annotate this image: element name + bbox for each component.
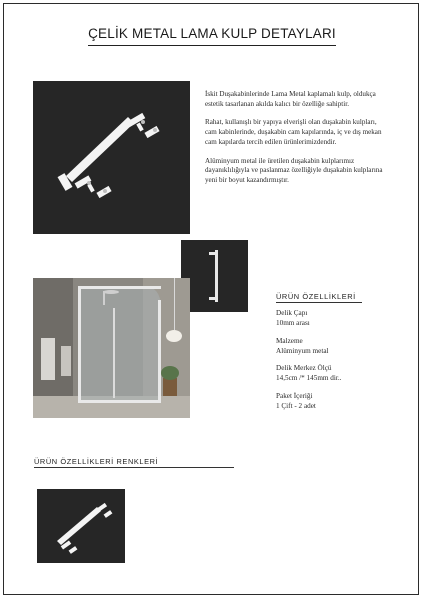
colors-underline (34, 467, 234, 468)
intro-paragraph-2: Rahat, kullanışlı bir yapıya elverişli olan duşakabin kulpları, cam kabinlerinde, duşakabin cam kapılarında, iç ve dış mekan cam kapılarda tercih edilen ürünlerimizdendir. (205, 118, 382, 146)
handle-side-illustration (181, 240, 248, 312)
color-white-swatch-image (37, 489, 125, 563)
spec-label: Delik Merkez Ölçü (276, 364, 332, 372)
spec-label: Paket İçeriği (276, 392, 313, 400)
spec-hole-center (276, 364, 341, 383)
spec-material (276, 337, 329, 356)
product-hero-image (33, 81, 190, 234)
spec-label: Delik Çapı (276, 309, 308, 317)
handle-white-illustration (37, 489, 125, 563)
bathroom-illustration (33, 278, 190, 418)
spec-value: Alüminyum metal (276, 346, 329, 355)
handle-illustration (33, 81, 190, 234)
spec-hole-diameter (276, 309, 310, 328)
page-title: ÇELİK METAL LAMA KULP DETAYLARI (88, 26, 336, 41)
spec-value: 14,5cm /* 145mm dir.. (276, 373, 342, 382)
specs-heading: ÜRÜN ÖZELLİKLERİ (276, 292, 356, 301)
spec-value: 10mm arası (276, 318, 310, 327)
handle-side-view-image (181, 240, 248, 312)
spec-label: Malzeme (276, 337, 303, 345)
colors-heading: ÜRÜN ÖZELLİKLERİ RENKLERİ (34, 457, 159, 466)
intro-paragraph-3: Alüminyum metal ile üretilen duşakabin kulplarımız dayanıklılığıyla ve paslanmaz özelliğiyle duşakabin kulplarına yeni bir boyut kazandırmıştır. (205, 156, 383, 184)
title-underline (88, 45, 336, 46)
spec-value: 1 Çift - 2 adet (276, 401, 316, 410)
specs-underline (276, 302, 362, 303)
intro-text (205, 90, 385, 195)
bathroom-scene-image (33, 278, 190, 418)
spec-package (276, 392, 316, 411)
intro-paragraph-1: İskit Duşakabinlerinde Lama Metal kaplamalı kulp, oldukça estetik tasarlanan akılda kalıcı bir özelliğe sahiptir. (205, 90, 376, 108)
